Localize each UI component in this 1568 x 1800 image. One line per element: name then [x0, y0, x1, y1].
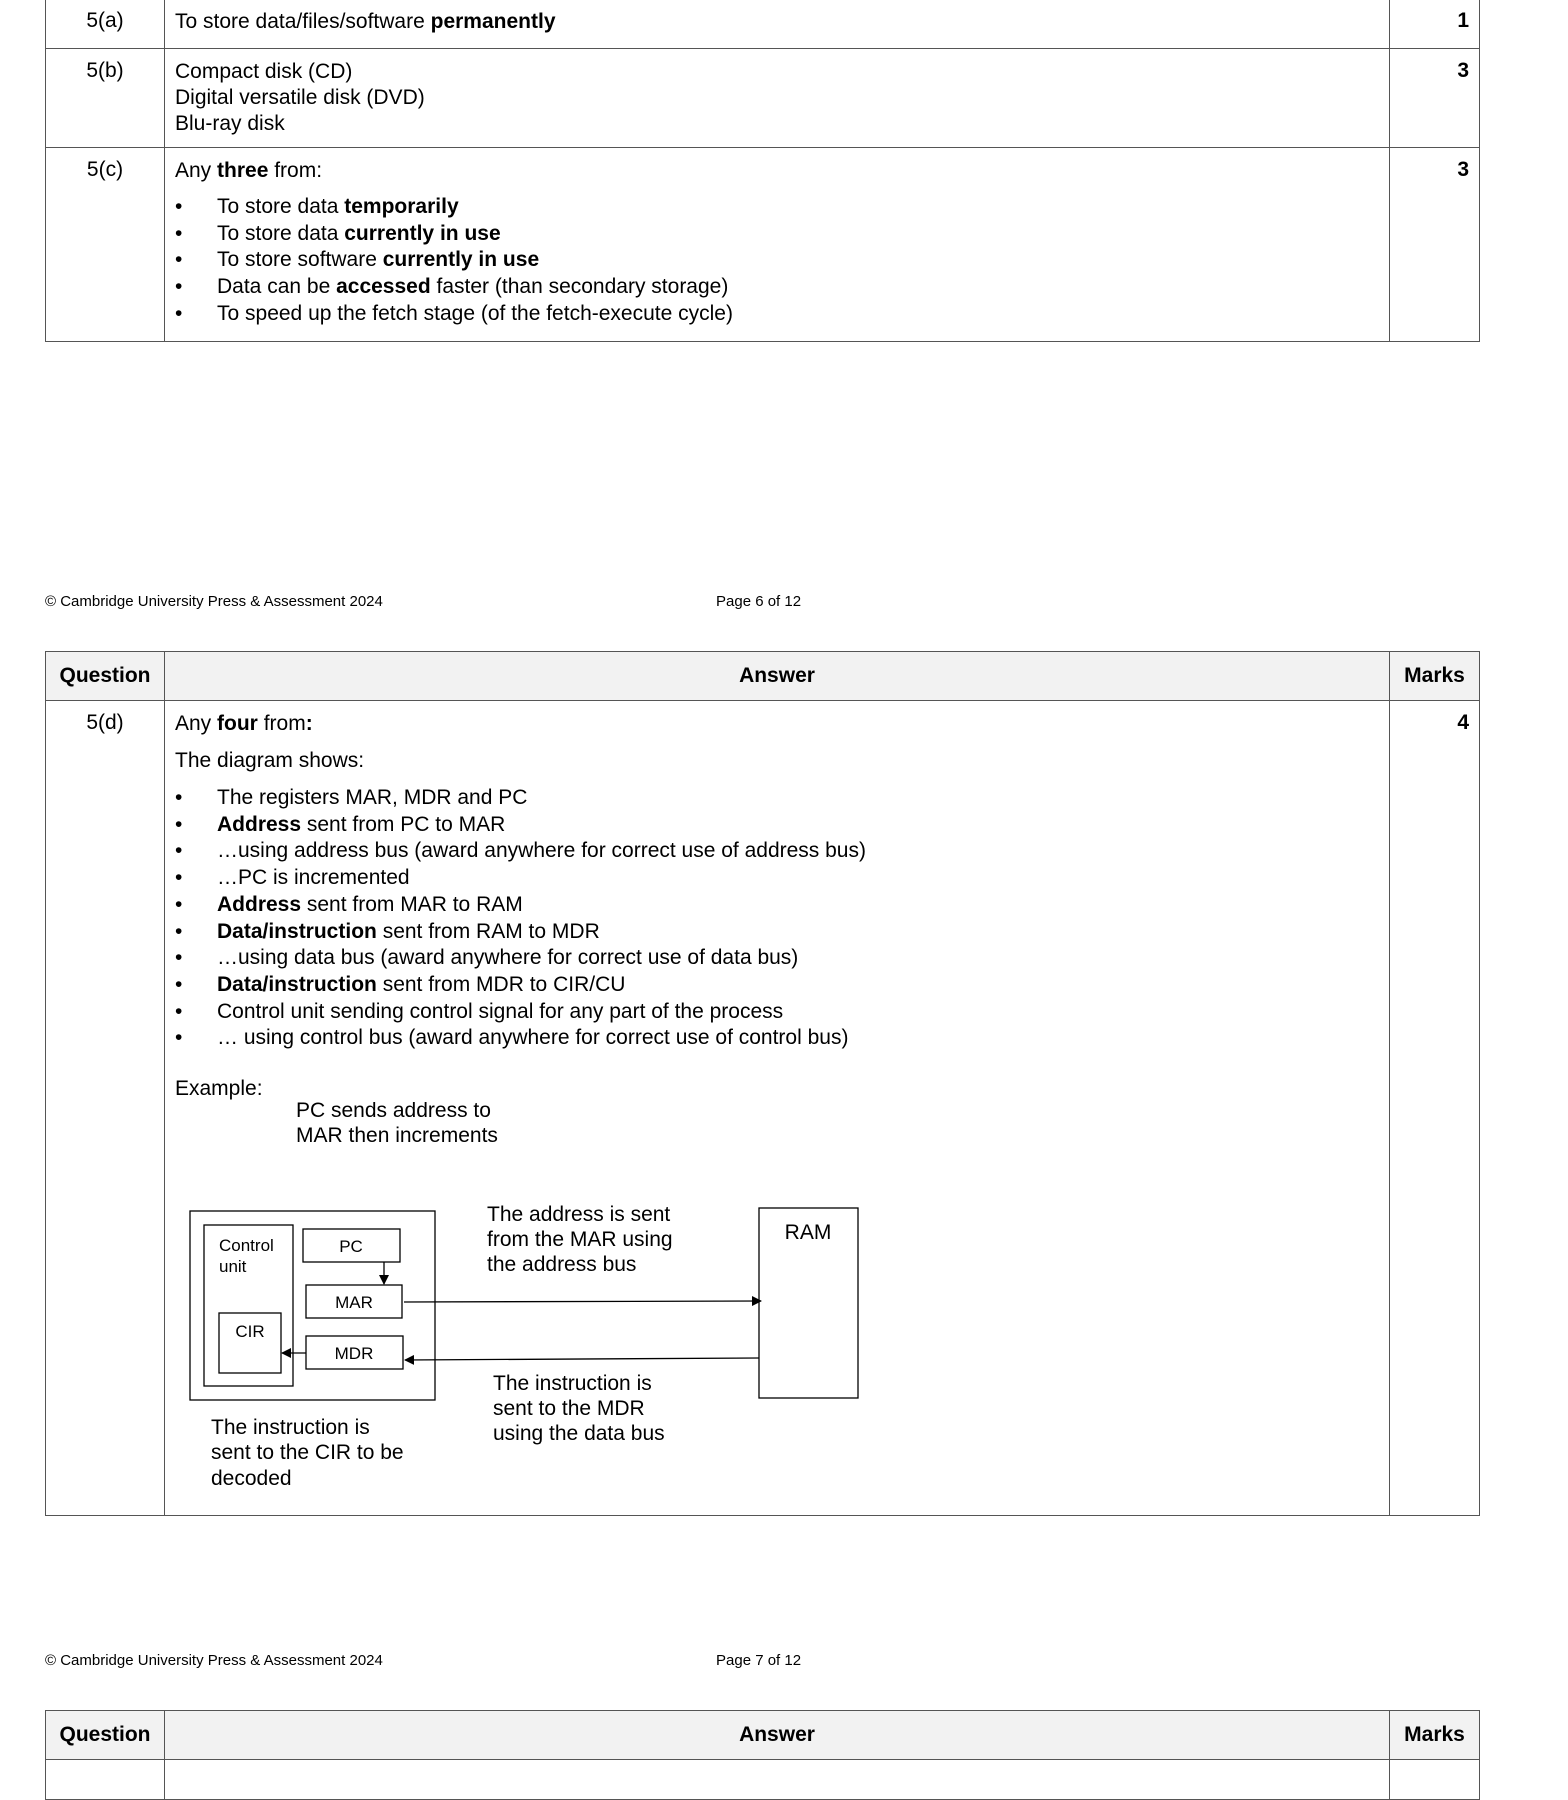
data-note-line-2: sent to the MDR	[493, 1397, 645, 1421]
question-number: 5(c)	[46, 148, 165, 342]
copyright-footer: © Cambridge University Press & Assessment 2024	[45, 593, 383, 610]
fetch-cycle-diagram	[175, 1102, 935, 1507]
answer-bullet-list	[175, 194, 1379, 328]
marking-table-page8	[45, 1710, 1480, 1800]
page-number: Page 7 of 12	[716, 1652, 802, 1669]
table-header-row	[46, 1711, 1480, 1760]
answer-line: Compact disk (CD)	[175, 60, 353, 83]
list-item: • Data/instruction sent from RAM to MDR	[175, 919, 1379, 946]
data-note-line-3: using the data bus	[493, 1422, 665, 1446]
page-number: Page 6 of 12	[716, 593, 802, 610]
list-item: • …using data bus (award anywhere for correct use of data bus)	[175, 945, 1379, 972]
list-item: • To speed up the fetch stage (of the fetch-execute cycle)	[175, 301, 1379, 328]
table-row	[46, 1760, 1480, 1800]
marking-table-page7	[45, 651, 1480, 1516]
pc-label: PC	[339, 1237, 363, 1257]
answer-cell	[165, 701, 1390, 1516]
table-row	[46, 148, 1480, 342]
mdr-label: MDR	[334, 1344, 374, 1364]
answer-intro: Any four from:	[175, 712, 313, 735]
answer-bullet-list	[175, 785, 1379, 1052]
pc-note-line-2: MAR then increments	[296, 1124, 498, 1148]
answer-cell	[165, 0, 1390, 49]
list-item: • …PC is incremented	[175, 865, 1379, 892]
answer-text: To store data/files/software	[175, 10, 431, 33]
column-header-marks: Marks	[1390, 1711, 1480, 1760]
column-header-answer: Answer	[165, 652, 1390, 701]
list-item: • The registers MAR, MDR and PC	[175, 785, 1379, 812]
cir-note-line-1: The instruction is	[211, 1416, 370, 1440]
address-note-line-3: the address bus	[487, 1253, 637, 1277]
question-number: 5(b)	[46, 49, 165, 148]
data-bus-arrow	[405, 1358, 759, 1360]
control-unit-label-1: Control	[219, 1236, 274, 1256]
table-header-row	[46, 652, 1480, 701]
answer-line: Blu-ray disk	[175, 112, 285, 135]
control-unit-label-2: unit	[219, 1257, 247, 1277]
list-item: • To store data temporarily	[175, 194, 1379, 221]
answer-line: Digital versatile disk (DVD)	[175, 86, 425, 109]
list-item: • Control unit sending control signal for any part of the process	[175, 999, 1379, 1026]
answer-cell	[165, 148, 1390, 342]
list-item: • Data/instruction sent from MDR to CIR/CU	[175, 972, 1379, 999]
column-header-marks: Marks	[1390, 652, 1480, 701]
diagram-intro: The diagram shows:	[175, 749, 365, 772]
marking-table-page6	[45, 0, 1480, 342]
list-item: • Address sent from MAR to RAM	[175, 892, 1379, 919]
question-number: 5(d)	[46, 701, 165, 1516]
column-header-question: Question	[46, 1711, 165, 1760]
example-label: Example:	[175, 1077, 263, 1101]
data-note-line-1: The instruction is	[493, 1372, 652, 1396]
copyright-footer: © Cambridge University Press & Assessment 2024	[45, 1652, 383, 1669]
column-header-answer: Answer	[165, 1711, 1390, 1760]
ram-label: RAM	[784, 1221, 832, 1245]
cir-note-line-2: sent to the CIR to be	[211, 1441, 404, 1465]
list-item: • Address sent from PC to MAR	[175, 812, 1379, 839]
answer-cell	[165, 49, 1390, 148]
cir-label: CIR	[235, 1322, 265, 1342]
pc-note-line-1: PC sends address to	[296, 1102, 491, 1123]
table-row	[46, 0, 1480, 49]
list-item: • … using control bus (award anywhere for correct use of control bus)	[175, 1025, 1379, 1052]
marks-value: 1	[1390, 0, 1480, 49]
address-note-line-2: from the MAR using	[487, 1228, 673, 1252]
marks-value: 3	[1390, 49, 1480, 148]
marks-value: 3	[1390, 148, 1480, 342]
answer-emphasis: permanently	[430, 10, 556, 33]
address-note-line-1: The address is sent	[487, 1203, 671, 1227]
fetch-cycle-svg	[175, 1102, 935, 1507]
list-item: • To store data currently in use	[175, 221, 1379, 248]
column-header-question: Question	[46, 652, 165, 701]
table-row	[46, 49, 1480, 148]
table-row	[46, 701, 1480, 1516]
mar-label: MAR	[335, 1293, 373, 1313]
marks-value: 4	[1390, 701, 1480, 1516]
question-number: 5(a)	[46, 0, 165, 49]
list-item: • To store software currently in use	[175, 247, 1379, 274]
answer-intro: Any three from:	[175, 159, 323, 182]
cir-note-line-3: decoded	[211, 1467, 292, 1491]
list-item: • Data can be accessed faster (than secondary storage)	[175, 274, 1379, 301]
address-bus-arrow	[404, 1301, 761, 1302]
list-item: • …using address bus (award anywhere for correct use of address bus)	[175, 838, 1379, 865]
